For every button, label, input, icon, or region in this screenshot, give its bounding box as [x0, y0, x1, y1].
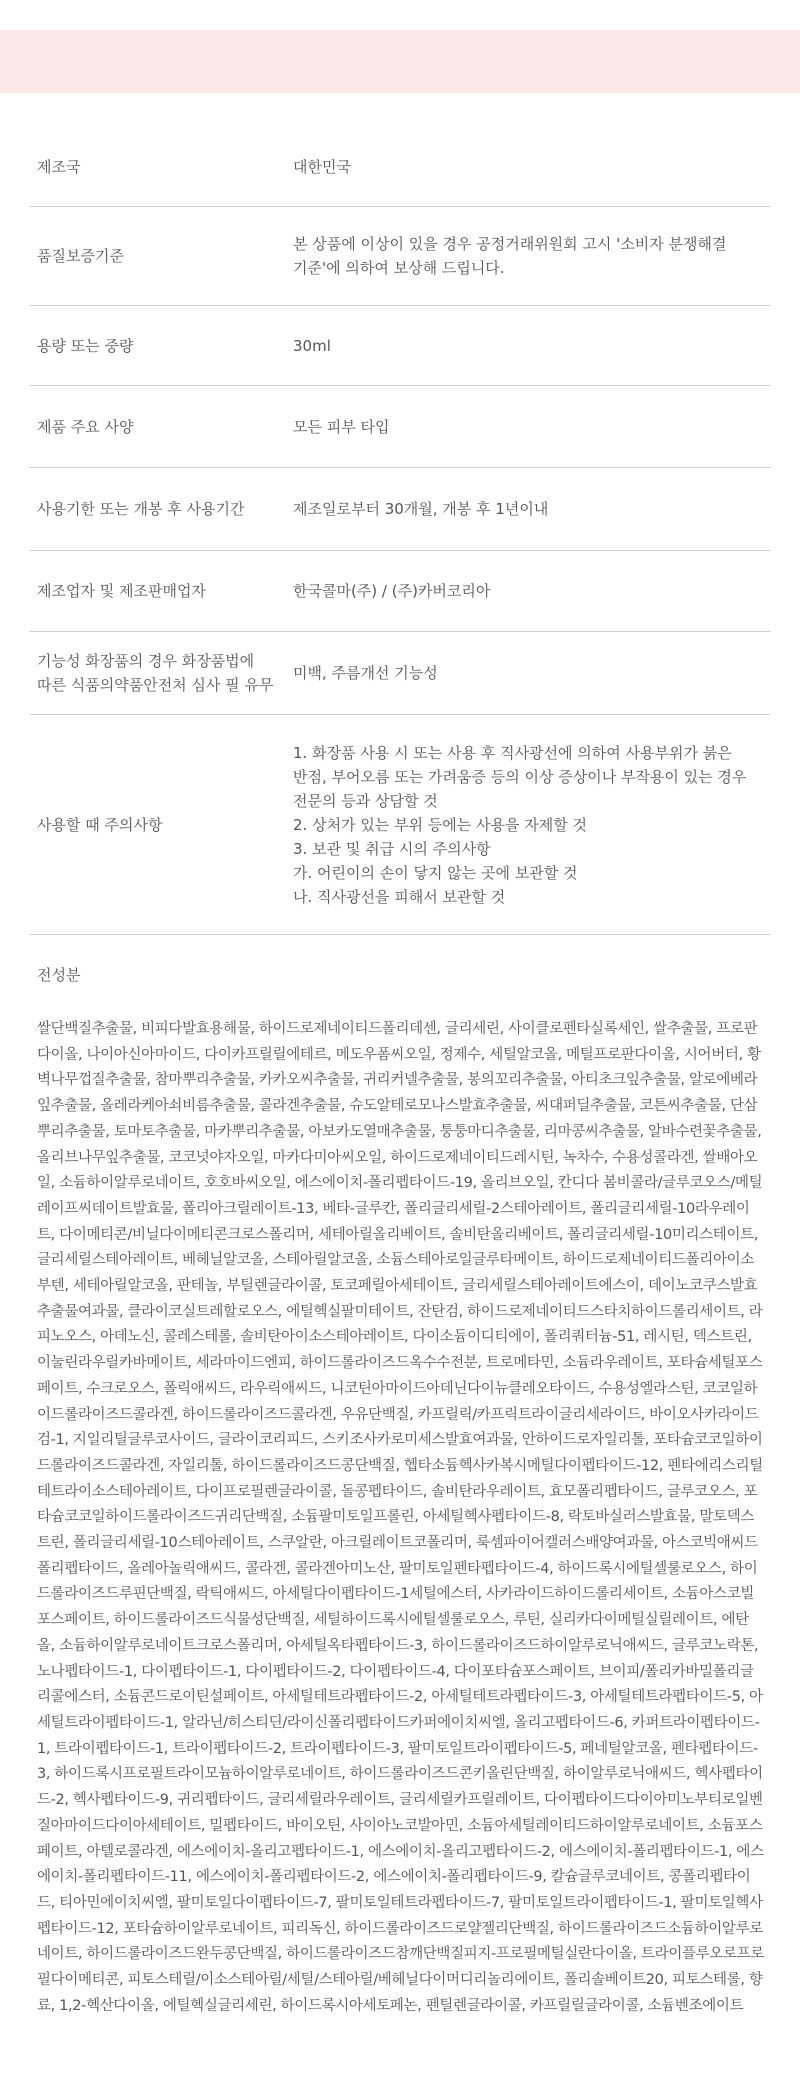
ingredients-text: 쌀단백질추출물, 비피다발효용해물, 하이드로제네이티드폴리데센, 글리세린, 사이클로펜타실록세인, 쌀추출물, 프로판다이올, 나이아신아마이드, 다이카프릴릴에테르, 메도우폼씨오일, 정제수, 세틸알코올, 메틸프로판다이올, 시어버터, 황벽나무껍질추출물, 참마뿌리추출물, 카카오씨추출물, 귀리커넬추출물, 봉의꼬리추출물, 아티초크잎추출물, 알로에베라잎추출물, 올레라케아쇠비름추출물, 콜라겐추출물, 슈도알테로모나스발효추출물, 씨대퍼딜추출물, 코튼씨추출물, 단삼뿌리추출물, 토마토추출물, 마카뿌리추출물, 아보카도열매추출물, 퉁퉁마디추출물, 리마콩씨추출물, 알바수련꽃추출물, 올리브나무잎추출물, 코코넛야자오일, 마카다미아씨오일, 하이드로제네이티드레시틴, 녹차수, 수용성콜라겐, 쌀배아오일, 소듐하이알루로네이트, 호호바씨오일, 에스에이치-폴리펩타이드-19, 올리브오일, 칸디다 봄비콜라/글루코오스/메틸레이프씨데이트발효물, 폴리아크릴레이트-13, 베타-글루칸, 폴리글리세릴-2스테아레이트, 폴리글리세릴-10라우레이트, 다이메티콘/비닐다이메티콘크로스폴리머, 세테아릴올리베이트, 솔비탄올리베이트, 폴리글리세릴-10미리스테이트, 글리세릴스테아레이트, 베헤닐알코올, 스테아릴알코올, 소듐스테아로일글루타메이트, 하이드로제네이티드폴리아이소부텐, 세테아릴알코올, 판테놀, 부틸렌글라이콜, 토코페릴아세테이트, 글리세릴스테아레이트에스이, 데이노코쿠스발효추출물여과물, 클라이코실트레할로오스, 에틸헥실팔미테이트, 잔탄검, 하이드로제네이티드스타치하이드롤리세이트, 라피노오스, 아데노신, 콜레스테롤, 솔비탄아이소스테아레이트, 다이소듐이디티에이, 폴리쿼터늄-51, 레시틴, 덱스트린, 이눌린라우릴카바메이트, 세라마이드엔피, 하이드롤라이즈드옥수수전분, 트로메타민, 소듐라우레이트, 포타슘세틸포스페이트, 수크로오스, 폴릭애씨드, 라우릭애씨드, 니코틴아마이드아데닌다이뉴클레오타이드, 수용성엘라스틴, 코코일하이드롤라이즈드콜라겐, 하이드롤라이즈드콜라겐, 우유단백질, 카프릴릭/카프릭트라이글리세라이드, 바이오사카라이드검-1, 지일리틸글루코사이드, 글라이코리피드, 스키조사카로미세스발효여과물, 안하이드로자일리톨, 포타슘코코일하이드롤라이즈드콜라겐, 자일리톨, 하이드롤라이즈드콩단백질, 헵타소듐헥사카복시메틸다이펩타이드-12, 펜타에리스리틸테트라이소스테아레이트, 다이프로필렌글라이콜, 돌콩펩타이드, 솔비탄라우레이트, 효모폴리펩타이드, 글루코오스, 포타슘코코일하이드롤라이즈드귀리단백질, 소듐팔미토일프롤린, 아세틸헥사펩타이드-8, 락토바실러스발효물, 말토덱스트린, 폴리글리세릴-10스테아레이트, 스쿠알란, 아크릴레이트코폴리머, 룩셈파이어캘러스배양여과물, 아스코빅애씨드폴리펩타이드, 올레아놀릭애씨드, 콜라겐, 콜라겐아미노산, 팔미토일펜타펩타이드-4, 하이드록시에틸셀룰로오스, 하이드롤라이즈드루핀단백질, 락틱애씨드, 아세틸다이펩타이드-1세틸에스터, 사카라이드하이드롤리세이트, 소듐아스코빌포스페이트, 하이드롤라이즈드식물성단백질, 세틸하이드록시에틸셀룰로오스, 루틴, 실리카다이메틸실릴레이트, 에탄올, 소듐하이알루로네이트크로스폴리머, 아세틸옥타펩타이드-3, 하이드롤라이즈드하이알루로닉애씨드, 글루코노락톤, 노나펩타이드-1, 다이펩타이드-1, 다이펩타이드-2, 다이펩타이드-4, 다이포타슘포스페이트, 브이피/폴리카바밀폴리글리콜에스터, 소듐콘드로이틴설페이트, 아세틸테트라펩타이드-2, 아세틸테트라펩타이드-3, 아세틸테트라펩타이드-5, 아세틸트라이펩타이드-1, 알라닌/히스티딘/라이신폴리펩타이드카퍼에이치씨엘, 올리고펩타이드-6, 카퍼트라이펩타이드-1, 트라이펩타이드-1, 트라이펩타이드-2, 트라이펩타이드-3, 팔미토일트라이펩타이드-5, 페네틸알코올, 펜타펩타이드-3, 하이드록시프로필트라이모늄하이알루로네이트, 하이드롤라이즈드콘키올린단백질, 하이알루로닉애씨드, 헥사펩타이드-2, 헥사펩타이드-9, 귀리펩타이드, 글리세릴라우레이트, 글리세릴카프릴레이트, 다이펩타이드다이아미노부티로일벤질아마이드다이아세테이트, 밀펩타이드, 바이오틴, 사이아노코발아민, 소듐아세틸레이티드하이알루로네이트, 소듐포스페이트, 아텔로콜라겐, 에스에이치-올리고펩타이드-1, 에스에이치-올리고펩타이드-2, 에스에이치-폴리펩타이드-1, 에스에이치-폴리펩타이드-11, 에스에이치-폴리펩타이드-2, 에스에이치-폴리펩타이드-9, 칼슘글루코네이트, 콩폴리펩타이드, 티아민에이치씨엘, 팔미토일다이펩타이드-7, 팔미토일테트라펩타이드-7, 팔미토일트라이펩타이드-1, 팔미토일헥사펩타이드-12, 포타슘하이알루로네이트, 피리독신, 하이드롤라이즈드로얄젤리단백질, 하이드롤라이즈드소듐하이알루로네이트, 하이드롤라이즈드완두콩단백질, 하이드롤라이즈드참깨단백질피지-프로필메틸실란다이올, 트라이플루오로프로필다이메티콘, 피토스테릴/이소스테아릴/세틸/스테아릴/베헤닐다이머디리놀리에이트, 폴리솔베이트20, 피토스테롤, 향료, 1,2-헥산다이올, 에틸헥실글리세린, 하이드록시아세토페논, 펜틸렌글라이콜, 카프릴릴글라이콜, 소듐벤조에이트	[37, 1021, 764, 2014]
spec-value	[293, 334, 770, 358]
spec-value-line: 반점, 부어오름 또는 가려움증 등의 이상 증상이나 부작용이 있는 경우	[293, 767, 747, 786]
spec-label-line: 제조업자 및 제조판매업자	[37, 582, 206, 600]
spec-value-line: 본 상품에 이상이 있을 경우 공정거래위원회 고시 '소비자 분쟁해결	[293, 235, 727, 253]
ingredients-title: 전성분	[37, 966, 81, 984]
spec-value-line: 30ml	[293, 336, 331, 355]
spec-value-line: 기준'에 의하여 보상해 드립니다.	[293, 259, 505, 277]
spec-value	[293, 661, 770, 685]
spec-value-line: 3. 보관 및 취급 시의 주의사항	[293, 839, 491, 858]
spec-row	[30, 306, 770, 386]
spec-value	[293, 741, 770, 909]
spec-value-line: 2. 상처가 있는 부위 등에는 사용을 자제할 것	[293, 815, 588, 834]
spec-row	[30, 551, 770, 632]
spec-value	[293, 232, 770, 280]
spec-value	[293, 579, 770, 603]
top-banner-band	[0, 30, 800, 93]
ingredients-section	[30, 963, 770, 2019]
spec-label-line: 품질보증기준	[37, 247, 124, 265]
spec-label-line: 용량 또는 중량	[37, 336, 134, 355]
spec-value	[293, 497, 770, 521]
spec-row	[30, 386, 770, 468]
spec-label	[30, 497, 293, 521]
spec-label	[30, 813, 293, 837]
spec-value	[293, 155, 770, 179]
spec-row	[30, 207, 770, 306]
spec-row	[30, 715, 770, 935]
spec-label-line: 사용기한 또는 개봉 후 사용기간	[37, 500, 245, 518]
spec-label-line: 제품 주요 사양	[37, 417, 134, 436]
spec-label-line: 사용할 때 주의사항	[37, 815, 163, 834]
spec-row	[30, 632, 770, 715]
spec-row	[30, 127, 770, 207]
spec-value	[293, 415, 770, 439]
spec-value-line: 제조일로부터 30개월, 개봉 후 1년이내	[293, 500, 549, 518]
spec-value-line: 전문의 등과 상담할 것	[293, 791, 438, 810]
spec-value-line: 1. 화장품 사용 시 또는 사용 후 직사광선에 의하여 사용부위가 붉은	[293, 743, 732, 762]
spec-label	[30, 579, 293, 603]
spec-value-line: 나. 직사광선을 피해서 보관할 것	[293, 887, 506, 906]
spec-value-line: 한국콜마(주) / (주)카버코리아	[293, 582, 491, 600]
spec-label	[30, 244, 293, 268]
spec-value-line: 대한민국	[293, 157, 351, 176]
product-info-table	[30, 127, 770, 935]
spec-label-line: 제조국	[37, 157, 81, 176]
spec-label-line: 따른 식품의약품안전처 심사 필 유무	[37, 676, 274, 694]
spec-label	[30, 155, 293, 179]
spec-value-line: 가. 어린이의 손이 닿지 않는 곳에 보관할 것	[293, 863, 578, 882]
spec-label	[30, 415, 293, 439]
spec-value-line: 모든 피부 타입	[293, 417, 390, 436]
spec-row	[30, 468, 770, 551]
spec-value-line: 미백, 주름개선 기능성	[293, 664, 438, 682]
spec-label	[30, 649, 293, 697]
spec-label	[30, 334, 293, 358]
spec-label-line: 기능성 화장품의 경우 화장품법에	[37, 652, 255, 670]
